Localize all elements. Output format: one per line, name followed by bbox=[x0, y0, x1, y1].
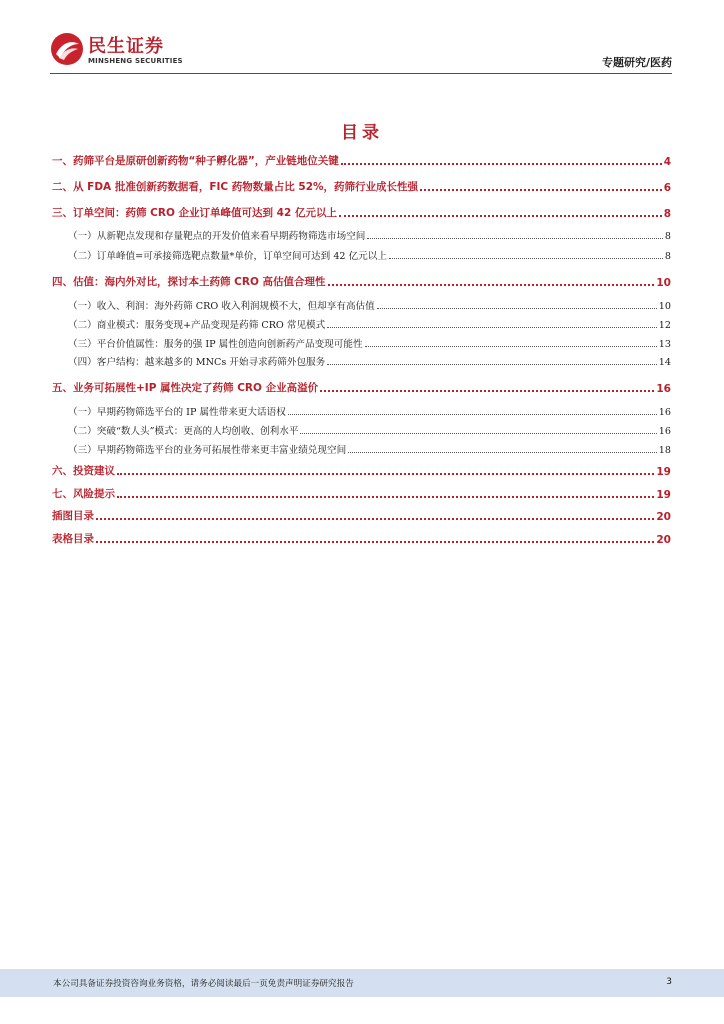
page-header bbox=[0, 0, 724, 78]
toc-entry-title: （二）突破“数人头”模式：更高的人均创收、创利水平 bbox=[68, 426, 299, 437]
toc-entry-title: （二）订单峰值=可承接筛选靶点数量*单价，订单空间可达到 42 亿元以上 bbox=[68, 251, 387, 262]
toc-dot-leader bbox=[96, 541, 654, 543]
toc-dot-leader bbox=[96, 518, 654, 520]
toc-entry-page: 10 bbox=[656, 277, 671, 289]
toc-dot-leader bbox=[300, 433, 656, 434]
toc-entry-subsection[interactable] bbox=[68, 404, 671, 418]
toc-entry-title: （四）客户结构：越来越多的 MNCs 开始寻求药筛外包服务 bbox=[68, 357, 326, 368]
toc-entry-subsection[interactable] bbox=[68, 317, 671, 331]
toc-dot-leader bbox=[288, 414, 657, 415]
toc-entry-section[interactable] bbox=[52, 275, 671, 289]
toc-entry-page: 4 bbox=[663, 156, 671, 168]
toc-entry-title: 表格目录 bbox=[52, 533, 94, 545]
toc-entry-page: 16 bbox=[658, 426, 671, 437]
toc-entry-page: 20 bbox=[656, 534, 671, 546]
toc-entry-section[interactable] bbox=[52, 487, 671, 501]
toc-entry-subsection[interactable] bbox=[68, 423, 671, 437]
toc-dot-leader bbox=[117, 496, 654, 498]
toc-entry-title: 六、投资建议 bbox=[52, 465, 115, 477]
toc-entry-page: 20 bbox=[656, 511, 671, 523]
toc-entry-title: 四、估值：海内外对比，探讨本土药筛 CRO 高估值合理性 bbox=[52, 276, 326, 288]
toc-entry-section[interactable] bbox=[52, 154, 671, 168]
footer-disclaimer: 本公司具备证券投资咨询业务资格，请务必阅读最后一页免责声明证券研究报告 bbox=[53, 979, 354, 989]
toc-entry-section[interactable] bbox=[52, 532, 671, 546]
toc-entry-page: 8 bbox=[664, 231, 671, 242]
page-number: 3 bbox=[666, 977, 672, 987]
toc-entry-page: 19 bbox=[656, 489, 671, 501]
toc-dot-leader bbox=[327, 327, 657, 328]
toc-dot-leader bbox=[117, 473, 654, 475]
toc-dot-leader bbox=[339, 215, 662, 217]
header-divider bbox=[50, 73, 672, 74]
toc-entry-subsection[interactable] bbox=[68, 442, 671, 456]
toc-entry-page: 16 bbox=[658, 407, 671, 418]
toc-entry-title: 七、风险提示 bbox=[52, 488, 115, 500]
toc-entry-title: （一）收入、利润：海外药筛 CRO 收入利润规模不大，但却享有高估值 bbox=[68, 301, 375, 312]
toc-dot-leader bbox=[389, 258, 663, 259]
toc-entry-title: （一）早期药物筛选平台的 IP 属性带来更大话语权 bbox=[68, 407, 286, 418]
toc-entry-page: 16 bbox=[656, 383, 671, 395]
toc-entry-page: 10 bbox=[658, 301, 671, 312]
toc-entry-title: （三）平台价值属性：服务的强 IP 属性创造向创新药产品变现可能性 bbox=[68, 339, 363, 350]
toc-entry-page: 18 bbox=[658, 445, 671, 456]
toc-dot-leader bbox=[348, 452, 657, 453]
toc-dot-leader bbox=[341, 163, 662, 165]
report-category: 专题研究/医药 bbox=[601, 56, 672, 69]
toc-dot-leader bbox=[328, 284, 655, 286]
toc-entry-title: 插图目录 bbox=[52, 510, 94, 522]
toc-entry-title: （一）从新靶点发现和存量靶点的开发价值来看早期药物筛选市场空间 bbox=[68, 231, 366, 242]
brand-name-cn: 民生证券 bbox=[88, 36, 164, 57]
toc-dot-leader bbox=[365, 346, 657, 347]
toc-entry-title: 五、业务可拓展性+IP 属性决定了药筛 CRO 企业高溢价 bbox=[52, 382, 319, 394]
toc-entry-title: （三）早期药物筛选平台的业务可拓展性带来更丰富业绩兑现空间 bbox=[68, 445, 347, 456]
toc-dot-leader bbox=[327, 364, 657, 365]
toc-entry-section[interactable] bbox=[52, 206, 671, 220]
brand-name-en: MINSHENG SECURITIES bbox=[88, 57, 183, 65]
toc-entry-subsection[interactable] bbox=[68, 298, 671, 312]
toc-entry-section[interactable] bbox=[52, 180, 671, 194]
toc-dot-leader bbox=[320, 390, 654, 392]
toc-dot-leader bbox=[420, 189, 662, 191]
toc-entry-page: 13 bbox=[658, 339, 671, 350]
toc-title: 目录 bbox=[341, 123, 383, 143]
toc-entry-title: 一、药筛平台是原研创新药物“种子孵化器”，产业链地位关键 bbox=[52, 155, 339, 167]
toc-dot-leader bbox=[367, 238, 662, 239]
toc-entry-subsection[interactable] bbox=[68, 228, 671, 242]
minsheng-logo-icon bbox=[50, 32, 84, 66]
toc-entry-subsection[interactable] bbox=[68, 248, 671, 262]
toc-entry-page: 8 bbox=[664, 251, 671, 262]
toc-entry-page: 6 bbox=[663, 182, 671, 194]
toc-dot-leader bbox=[377, 308, 657, 309]
toc-entry-section[interactable] bbox=[52, 464, 671, 478]
toc-entry-page: 14 bbox=[658, 357, 671, 368]
toc-entry-section[interactable] bbox=[52, 509, 671, 523]
toc-entry-page: 12 bbox=[658, 320, 671, 331]
toc-entry-section[interactable] bbox=[52, 381, 671, 395]
toc-entry-title: 三、订单空间：药筛 CRO 企业订单峰值可达到 42 亿元以上 bbox=[52, 207, 337, 219]
toc-entry-subsection[interactable] bbox=[68, 354, 671, 368]
toc-entry-page: 8 bbox=[663, 208, 671, 220]
toc-entry-title: （二）商业模式：服务变现+产品变现是药筛 CRO 常见模式 bbox=[68, 320, 326, 331]
toc-entry-title: 二、从 FDA 批准创新药数据看，FIC 药物数量占比 52%，药筛行业成长性强 bbox=[52, 181, 419, 193]
toc-entry-page: 19 bbox=[656, 466, 671, 478]
toc-entry-subsection[interactable] bbox=[68, 336, 671, 350]
